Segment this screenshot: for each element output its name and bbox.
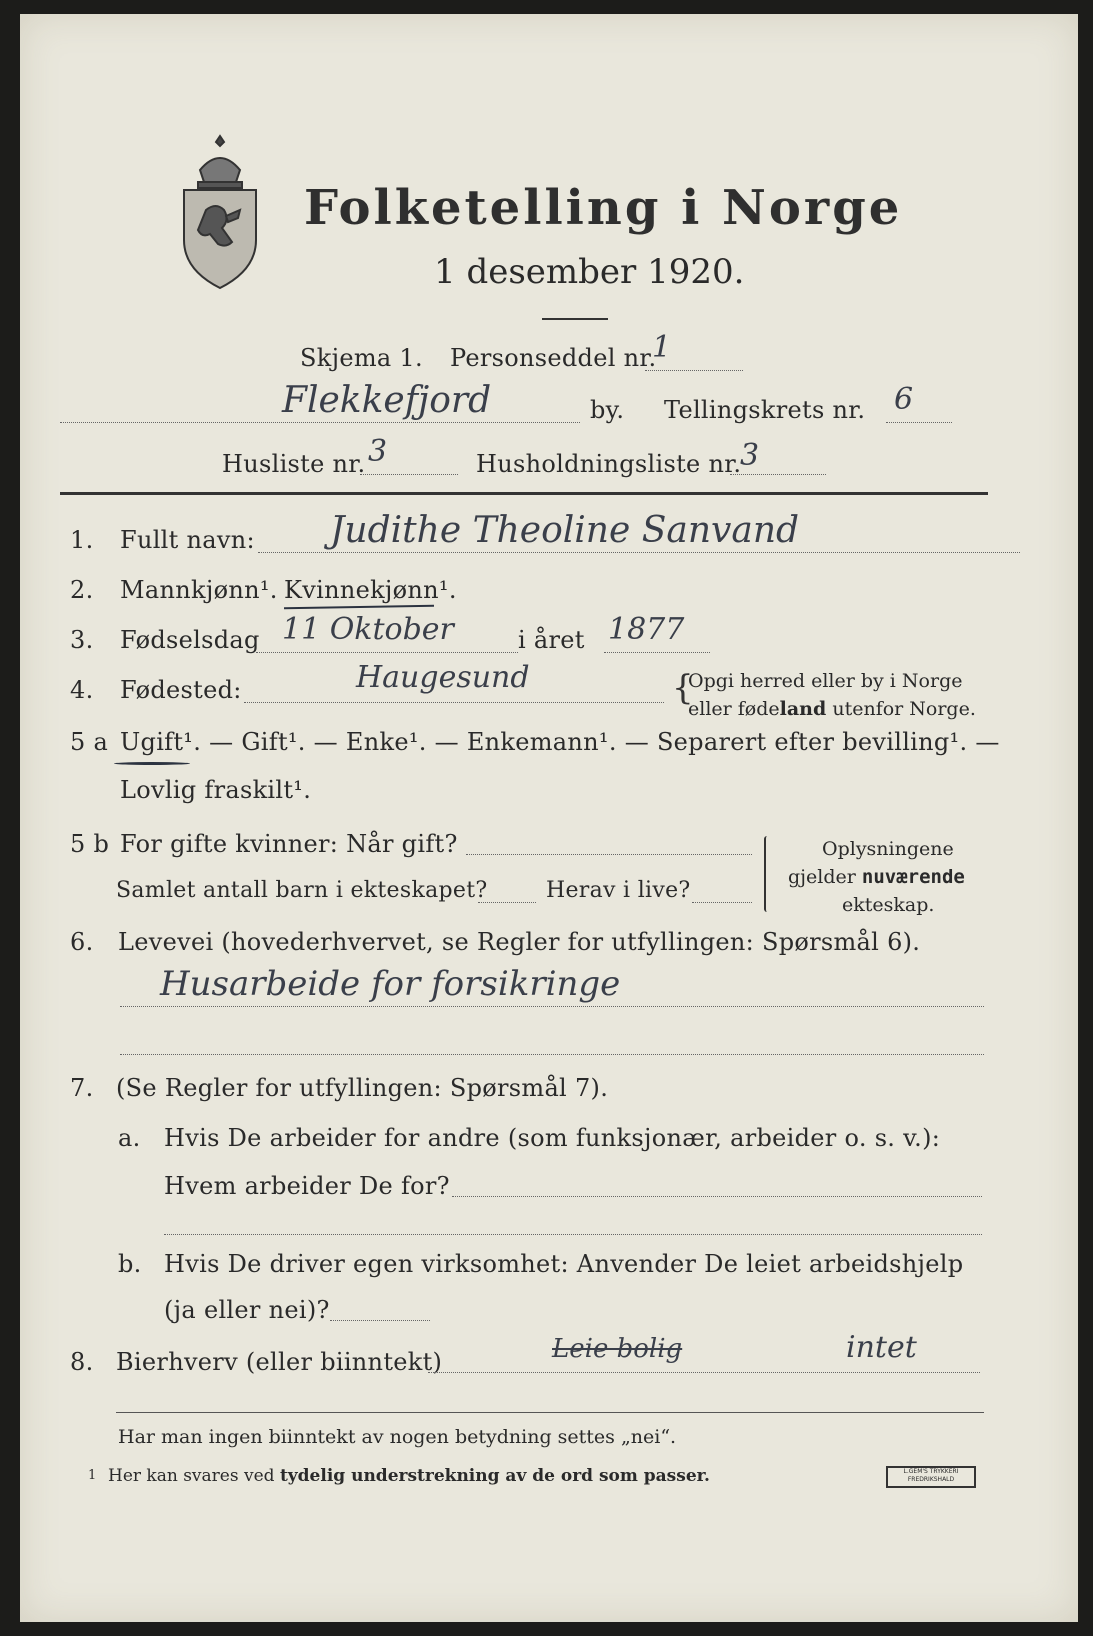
form-title: Folketelling i Norge bbox=[304, 180, 903, 236]
gender-female-option: Kvinnekjønn¹. bbox=[284, 576, 457, 604]
q7a-line2: Hvem arbeider De for? bbox=[164, 1172, 450, 1200]
q8-label: Bierhverv (eller biinntekt) bbox=[116, 1348, 443, 1376]
husliste-label: Husliste nr. bbox=[222, 450, 366, 478]
q7-label: (Se Regler for utfyllingen: Spørsmål 7). bbox=[116, 1074, 609, 1102]
q8-number: 8. bbox=[70, 1348, 94, 1376]
q3-year-label: i året bbox=[518, 626, 585, 654]
title-divider bbox=[542, 318, 608, 320]
husholdning-value: 3 bbox=[740, 438, 760, 473]
q5b-number: 5 b bbox=[70, 830, 110, 858]
q7-number: 7. bbox=[70, 1074, 94, 1102]
q3-number: 3. bbox=[70, 626, 94, 654]
q7b-letter: b. bbox=[118, 1250, 142, 1278]
q5b-children-label: Samlet antall barn i ekteskapet? bbox=[116, 878, 488, 903]
q7b-line1: Hvis De driver egen virksomhet: Anvender De leiet arbeidshjelp bbox=[164, 1250, 964, 1278]
birth-year-value: 1877 bbox=[608, 612, 685, 647]
occupation-value: Husarbeide for forsikringe bbox=[160, 964, 621, 1004]
personseddel-value: 1 bbox=[652, 330, 672, 365]
census-date: 1 desember 1920. bbox=[434, 252, 745, 292]
q4-note-1: Opgi herred eller by i Norge bbox=[688, 670, 963, 692]
footnote-mark: 1 bbox=[88, 1468, 97, 1483]
q5a-line2: Lovlig fraskilt¹. bbox=[120, 776, 312, 804]
personseddel-label: Personseddel nr. bbox=[450, 344, 657, 372]
q7a-line1: Hvis De arbeider for andre (som funksjonær, arbeider o. s. v.): bbox=[164, 1124, 941, 1152]
q5b-note-1: Oplysningene bbox=[822, 838, 954, 860]
q2-number: 2. bbox=[70, 576, 94, 604]
husholdning-label: Husholdningsliste nr. bbox=[476, 450, 742, 478]
q5b-line1: For gifte kvinner: Når gift? bbox=[120, 830, 458, 858]
norwegian-coat-of-arms-icon bbox=[176, 132, 264, 292]
full-name-value: Judithe Theoline Sanvand bbox=[330, 510, 800, 551]
q5a-number: 5 a bbox=[70, 728, 109, 756]
unmarried-option: Ugift¹. bbox=[120, 728, 202, 756]
printer-stamp: L.GEM'S TRYKKERI FREDRIKSHALD bbox=[886, 1466, 976, 1488]
q1-label: Fullt navn: bbox=[120, 526, 255, 554]
tellingskrets-label: Tellingskrets nr. bbox=[664, 396, 866, 424]
footer-note: Har man ingen biinntekt av nogen betydning settes „nei“. bbox=[118, 1426, 677, 1448]
by-label: by. bbox=[590, 396, 625, 424]
q5b-note-3: ekteskap. bbox=[842, 894, 935, 916]
ugift-underline bbox=[114, 762, 190, 765]
header-rule bbox=[60, 492, 988, 495]
q4-number: 4. bbox=[70, 676, 94, 704]
footnote-text: Her kan svares ved tydelig understrekning av de ord som passer. bbox=[108, 1466, 710, 1486]
q5b-note-2: gjelder nuværende bbox=[788, 866, 965, 888]
struck-side-income-value: Leie bolig bbox=[552, 1334, 683, 1364]
q7a-letter: a. bbox=[118, 1124, 141, 1152]
q6-number: 6. bbox=[70, 928, 94, 956]
q7b-line2: (ja eller nei)? bbox=[164, 1296, 330, 1324]
husliste-value: 3 bbox=[368, 434, 388, 469]
marital-status-options: Ugift¹. — Gift¹. — Enke¹. — Enkemann¹. — Separert efter bevilling¹. — bbox=[120, 728, 1000, 756]
q1-number: 1. bbox=[70, 526, 94, 554]
by-value: Flekkefjord bbox=[282, 380, 492, 421]
tellingskrets-value: 6 bbox=[894, 382, 914, 417]
gender-male-option: Mannkjønn¹. bbox=[120, 576, 278, 604]
q5b-alive-label: Herav i live? bbox=[546, 878, 691, 903]
q3-label: Fødselsdag bbox=[120, 626, 260, 654]
skjema-label: Skjema 1. bbox=[300, 344, 423, 372]
q4-note-2: eller fødeland utenfor Norge. bbox=[688, 698, 976, 720]
birth-day-value: 11 Oktober bbox=[282, 612, 454, 647]
birthplace-value: Haugesund bbox=[356, 660, 530, 695]
q4-label: Fødested: bbox=[120, 676, 242, 704]
q6-label: Levevei (hovederhvervet, se Regler for utfyllingen: Spørsmål 6). bbox=[118, 928, 921, 956]
side-income-value: intet bbox=[846, 1330, 917, 1365]
footer-divider bbox=[116, 1412, 984, 1413]
